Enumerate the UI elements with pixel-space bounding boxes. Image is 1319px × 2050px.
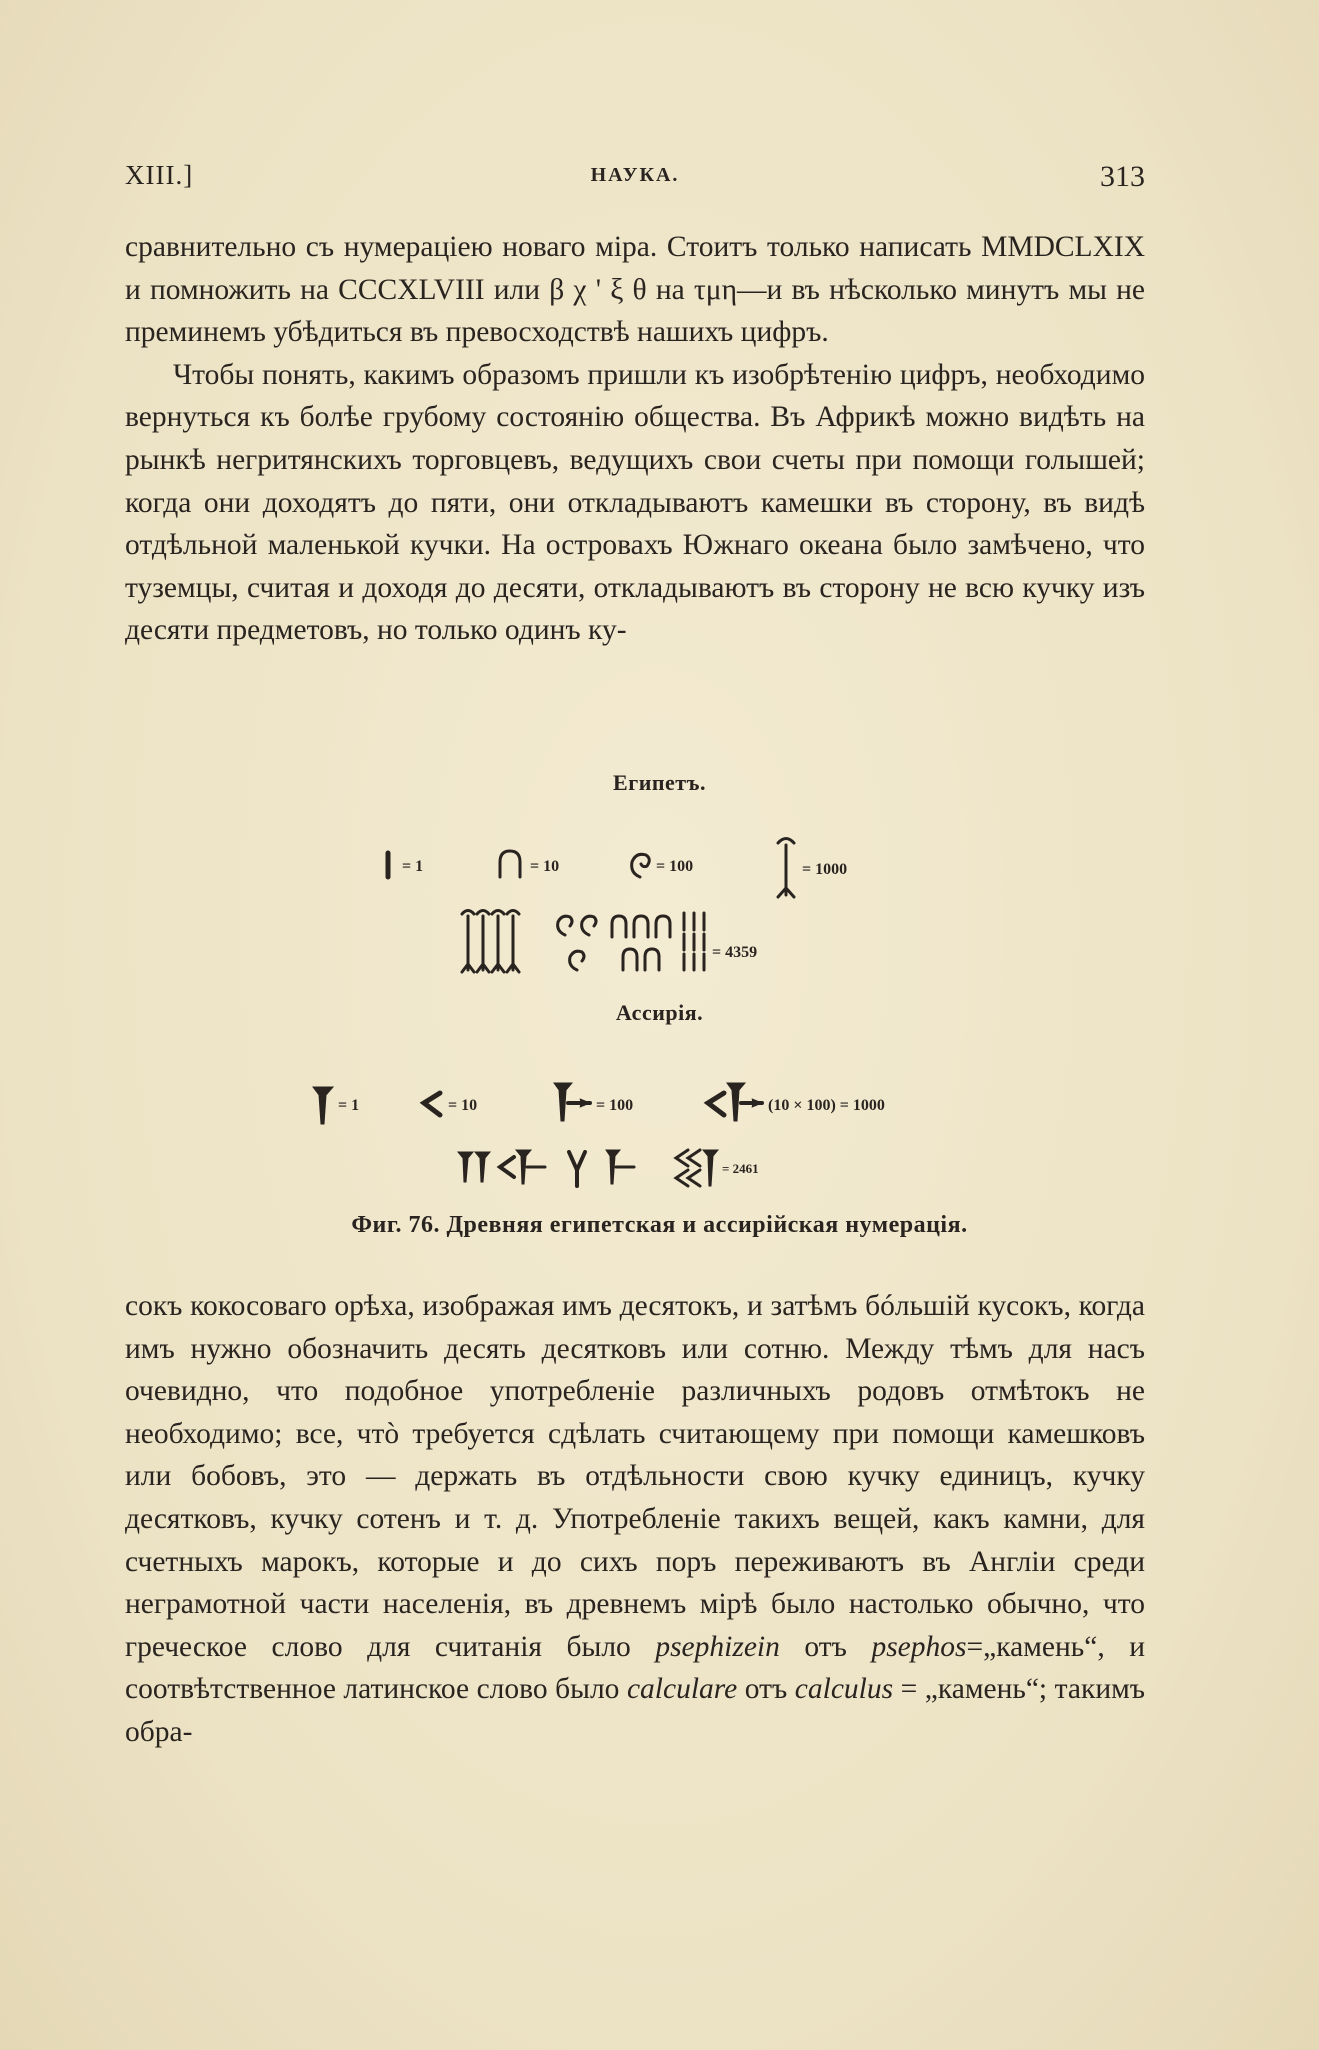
egyptian-ten-glyph bbox=[500, 851, 520, 877]
chapter-marker: XIII.] bbox=[125, 160, 194, 190]
latin-term: psephizein bbox=[655, 1630, 780, 1663]
egypt-label-10: = 10 bbox=[530, 858, 560, 875]
paragraph: сравнительно съ нумераціею новаго міра. Стоитъ только написать MMDCLXIX и помножить на CCCXLVIII или β χ ' ξ θ на τμη—и въ нѣсколько минутъ мы не преминемъ убѣдиться въ превосходствѣ нашихъ цифръ. bbox=[125, 231, 1145, 349]
paragraph-text: отъ bbox=[804, 1630, 847, 1663]
egyptian-thousand-glyph bbox=[778, 839, 794, 898]
latin-term: calculus bbox=[794, 1673, 894, 1706]
egyptian-4359-glyph bbox=[462, 911, 704, 973]
assyrian-ten-glyph bbox=[424, 1093, 440, 1115]
paragraph: Чтобы понять, какимъ образомъ пришли къ изобрѣтенію цифръ, необходимо вернуться къ болѣе грубому состоянію общества. Въ Африкѣ можно видѣть на рынкѣ негритянскихъ торговцевъ, ведущихъ свои счеты при помощи голышей; когда они доходятъ до пяти, они откладываютъ камешки въ сторону, въ видѣ отдѣльной маленькой кучки. На островахъ Южнаго океана было замѣчено, что туземцы, считая и доходя до десяти, откладываютъ въ сторону не всю кучку изъ десяти предметовъ, но только одинъ ку- bbox=[125, 358, 1145, 647]
egypt-label-1000: = 1000 bbox=[802, 861, 848, 878]
egyptian-hundred-glyph bbox=[632, 854, 650, 877]
assyria-label-100: = 100 bbox=[596, 1097, 634, 1114]
egypt-figure-title: Египетъ. bbox=[613, 770, 706, 795]
egypt-label-100: = 100 bbox=[656, 858, 694, 875]
assyrian-unit-glyph bbox=[313, 1087, 333, 1124]
assyrian-2461-glyph bbox=[458, 1150, 718, 1186]
latin-term: calculare bbox=[626, 1673, 738, 1706]
assyria-label-1000: (10 × 100) = 1000 bbox=[768, 1097, 885, 1114]
assyria-label-1: = 1 bbox=[338, 1097, 360, 1114]
running-title: НАУКА. bbox=[590, 164, 680, 186]
assyria-label-2461: = 2461 bbox=[722, 1161, 759, 1176]
egypt-label-4359: = 4359 bbox=[712, 944, 758, 961]
paragraph-text: сокъ кокосоваго орѣха, изображая имъ десятокъ, и затѣмъ бóльшій кусокъ, когда имъ нужно обозначить десять десятковъ или сотню. Между тѣмъ для насъ очевидно, что подобное употребленіе различныхъ родовъ отмѣтокъ не необходимо; все, чтò требуется сдѣлать считающему при помощи камешковъ или бобовъ, это — держать въ отдѣльности свою кучку единицъ, кучку десятковъ, кучку сотенъ и т. д. Употребленіе такихъ вещей, какъ камни, для счетныхъ марокъ, которые и до сихъ поръ переживаютъ въ Англіи среди неграмотной части населенія, въ древнемъ мірѣ было настолько обычно, что греческое слово для считанія было bbox=[125, 1290, 1145, 1663]
egypt-label-1: = 1 bbox=[402, 858, 424, 875]
page-number: 313 bbox=[1100, 160, 1145, 193]
assyria-figure-title: Ассирія. bbox=[615, 1000, 704, 1025]
latin-term: psephos bbox=[871, 1630, 967, 1663]
paragraph-text: =„камень“, и соотвѣтственное латинское слово было bbox=[125, 1630, 1146, 1706]
text-block-bottom bbox=[125, 1285, 1145, 1754]
assyrian-hundred-glyph bbox=[554, 1083, 590, 1121]
assyria-label-10: = 10 bbox=[448, 1097, 478, 1114]
paragraph-text: = „камень“; такимъ обра- bbox=[125, 1673, 1146, 1748]
paragraph bbox=[125, 1285, 1145, 1754]
assyrian-thousand-glyph bbox=[708, 1083, 762, 1121]
paragraph-text: отъ bbox=[744, 1673, 788, 1706]
figure-caption: Фиг. 76. Древняя египетская и ассирійская нумерація. bbox=[351, 1212, 968, 1238]
